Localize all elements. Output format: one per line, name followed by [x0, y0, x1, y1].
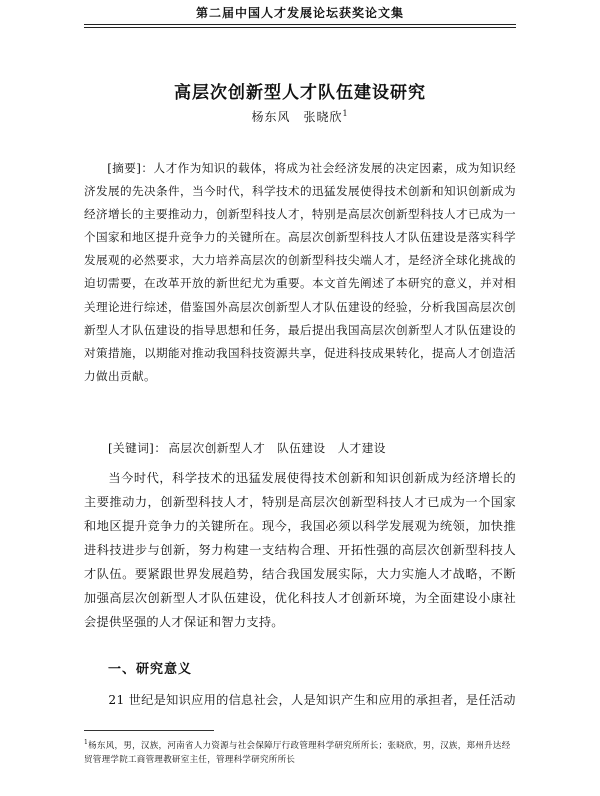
- author-names: 杨东风 张晓欣: [251, 110, 343, 124]
- section-heading: 一、研究意义: [108, 662, 193, 677]
- header-rule: [84, 24, 516, 25]
- footnote-text: 杨东风，男，汉族，河南省人力资源与社会保障厅行政管理科学研究所所长；张晓欣，男，汉族，郑州升达经贸管理学院工商管理教研室主任，管理科学研究所所长: [84, 740, 511, 765]
- keywords: [108, 440, 516, 456]
- footnote: [84, 736, 516, 767]
- intro-paragraph: 当今时代，科学技术的迅猛发展使得技术创新和知识创新成为经济增长的主要推动力，创新型科技人才，特别是高层次创新型科技人才已成为一个国家和地区提升竞争力的关键所在。现今，我国必须以科学发展观为统领，加快推进科技进步与创新，努力构建一支结构合理、开拓性强的高层次创新型科技人才队伍。要紧跟世界发展趋势，结合我国发展实际，大力实施人才战略，不断加强高层次创新型人才队伍建设，优化科技人才创新环境，为全面建设小康社会提供坚强的人才保证和智力支持。: [84, 471, 516, 629]
- keyword-item: 人才建设: [337, 441, 386, 455]
- authors: [84, 108, 516, 125]
- section-body: 21 世纪是知识应用的信息社会，人是知识产生和应用的承担者，是任活动: [108, 693, 516, 707]
- keyword-item: 高层次创新型人才: [168, 441, 266, 455]
- footnote-rule: [84, 730, 214, 731]
- abstract: [84, 157, 516, 388]
- footnote-mark: 1: [84, 739, 89, 746]
- author-footnote-mark: 1: [342, 109, 349, 118]
- abstract-text: 人才作为知识的载体，将成为社会经济发展的决定因素，成为知识经济发展的先决条件，当今时代，科学技术的迅猛发展使得技术创新和知识创新成为经济增长的主要推动力，创新型科技人才，特别是高层次创新型科技人才已成为一个国家和地区提升竞争力的关键所在。高层次创新型科技人才队伍建设是落实科学发展观的必然要求，大力培养高层次的创新型科技尖端人才，是经济全球化挑战的迫切需要，在改革开放的新世纪尤为重要。本文首先阐述了本研究的意义，并对相关理论进行综述，借鉴国外高层次创新型人才队伍建设的经验，分析我国高层次创新型人才队伍建设的指导思想和任务，最后提出我国高层次创新型人才队伍建设的对策措施，以期能对推动我国科技资源共享，促进科技成果转化，提高人才创造活力做出贡献。: [84, 161, 516, 383]
- keywords-label: [关键词]：: [108, 441, 167, 455]
- keyword-item: 队伍建设: [277, 441, 326, 455]
- running-header: 第二届中国人才发展论坛获奖论文集: [195, 6, 404, 20]
- paper-title: 高层次创新型人才队伍建设研究: [174, 83, 426, 103]
- abstract-label: [摘要]：: [107, 161, 154, 175]
- header-rule-secondary: [84, 27, 516, 28]
